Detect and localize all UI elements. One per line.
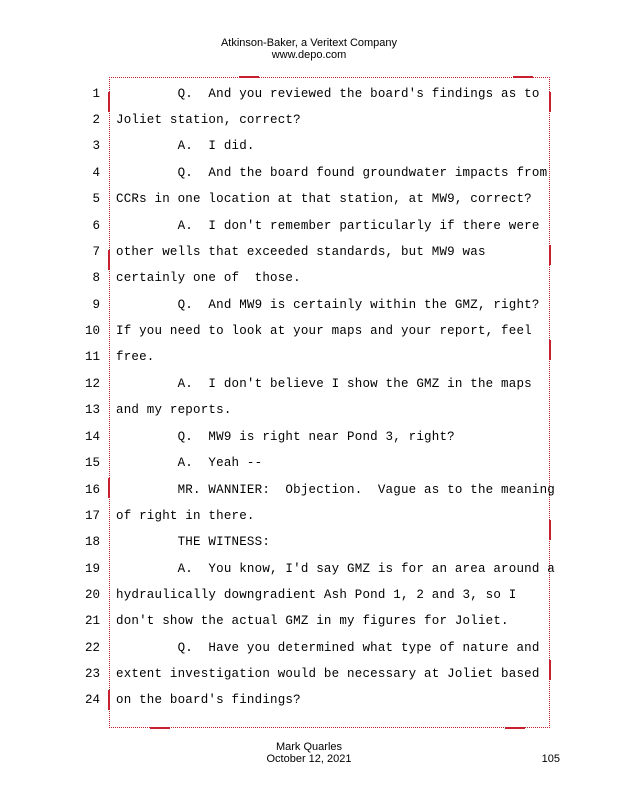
frame-mark — [108, 250, 110, 270]
transcript-line: extent investigation would be necessary at Joliet based — [116, 667, 540, 681]
page-number: 105 — [541, 753, 560, 765]
transcript-line: Q. And you reviewed the board's findings as to — [116, 87, 540, 101]
line-number: 16 — [84, 483, 100, 497]
transcript-line: Q. And the board found groundwater impacts from — [116, 166, 548, 180]
transcript-line: If you need to look at your maps and your report, feel — [116, 324, 532, 338]
transcript-line: certainly one of those. — [116, 271, 301, 285]
frame-mark — [513, 76, 533, 78]
frame-mark — [108, 92, 110, 112]
transcript-line: CCRs in one location at that station, at MW9, correct? — [116, 192, 532, 206]
transcript-line: hydraulically downgradient Ash Pond 1, 2 and 3, so I — [116, 588, 517, 602]
transcript-line: A. You know, I'd say GMZ is for an area around a — [116, 562, 555, 576]
line-number: 12 — [84, 377, 100, 391]
line-number: 11 — [84, 350, 100, 364]
frame-mark — [549, 92, 551, 112]
transcript-line: Joliet station, correct? — [116, 113, 301, 127]
transcript-line: free. — [116, 350, 155, 364]
transcript-line: Q. MW9 is right near Pond 3, right? — [116, 430, 455, 444]
frame-mark — [549, 245, 551, 265]
line-number: 18 — [84, 535, 100, 549]
line-number: 19 — [84, 562, 100, 576]
transcript-line: on the board's findings? — [116, 693, 301, 707]
frame-mark — [549, 340, 551, 360]
transcript-line: MR. WANNIER: Objection. Vague as to the meaning — [116, 483, 555, 497]
line-number: 5 — [92, 192, 100, 206]
frame-mark — [108, 690, 110, 710]
line-number: 7 — [92, 245, 100, 259]
line-number: 6 — [92, 219, 100, 233]
line-number: 20 — [84, 588, 100, 602]
frame-mark — [150, 727, 170, 729]
transcript-line: Q. And MW9 is certainly within the GMZ, right? — [116, 298, 540, 312]
line-number: 4 — [92, 166, 100, 180]
line-number: 3 — [92, 139, 100, 153]
transcript-line: Q. Have you determined what type of nature and — [116, 641, 540, 655]
company-website: www.depo.com — [271, 49, 347, 61]
line-number: 1 — [92, 87, 100, 101]
transcript-line: A. I did. — [116, 139, 255, 153]
frame-mark — [549, 520, 551, 540]
transcript-line: A. Yeah -- — [116, 456, 263, 470]
line-number: 14 — [84, 430, 100, 444]
deposition-date: October 12, 2021 — [266, 753, 352, 765]
line-number: 10 — [84, 324, 100, 338]
line-number: 2 — [92, 113, 100, 127]
transcript-line: of right in there. — [116, 509, 255, 523]
transcript-line: don't show the actual GMZ in my figures for Joliet. — [116, 614, 509, 628]
witness-name: Mark Quarles — [275, 741, 343, 753]
line-number: 9 — [92, 298, 100, 312]
page-header — [0, 37, 618, 61]
transcript-line: and my reports. — [116, 403, 232, 417]
line-number: 15 — [84, 456, 100, 470]
line-number: 24 — [84, 693, 100, 707]
line-number: 8 — [92, 271, 100, 285]
line-number: 17 — [84, 509, 100, 523]
line-number: 22 — [84, 641, 100, 655]
line-number: 23 — [84, 667, 100, 681]
company-name: Atkinson-Baker, a Veritext Company — [220, 37, 398, 49]
line-number: 13 — [84, 403, 100, 417]
frame-mark — [108, 478, 110, 498]
line-number: 21 — [84, 614, 100, 628]
transcript-line: A. I don't believe I show the GMZ in the maps — [116, 377, 532, 391]
transcript-line: A. I don't remember particularly if there were — [116, 219, 540, 233]
frame-mark — [549, 660, 551, 680]
transcript-line: THE WITNESS: — [116, 535, 271, 549]
frame-mark — [505, 727, 525, 729]
frame-mark — [239, 76, 259, 78]
transcript-line: other wells that exceeded standards, but MW9 was — [116, 245, 486, 259]
